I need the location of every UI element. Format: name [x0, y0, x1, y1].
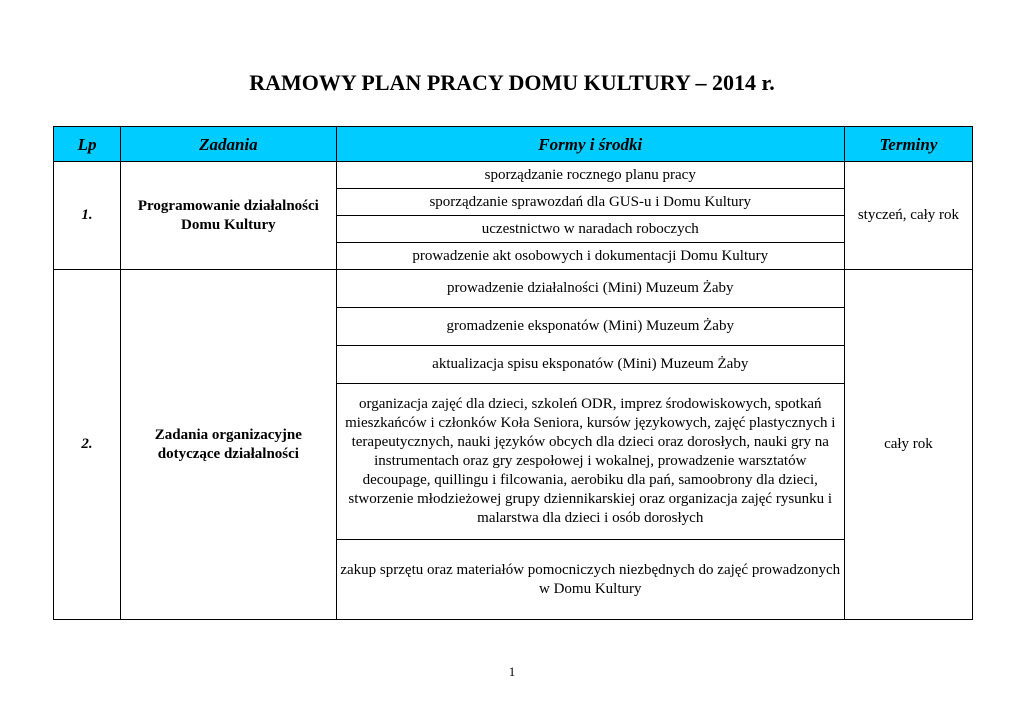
section-2-form-5: zakup sprzętu oraz materiałów pomocniczych niezbędnych do zajęć prowadzonych w Domu Kultury	[336, 540, 844, 620]
section-1-form-2: sporządzanie sprawozdań dla GUS-u i Domu Kultury	[336, 189, 844, 216]
header-formy: Formy i środki	[336, 127, 844, 162]
section-2-form-1: prowadzenie działalności (Mini) Muzeum Żaby	[336, 270, 844, 308]
header-lp: Lp	[54, 127, 121, 162]
table-row	[54, 162, 973, 189]
section-1-lp: 1.	[54, 162, 121, 270]
header-terminy: Terminy	[844, 127, 972, 162]
table-header-row	[54, 127, 973, 162]
section-2-term: cały rok	[844, 270, 972, 620]
section-2-form-4: organizacja zajęć dla dzieci, szkoleń ODR, imprez środowiskowych, spotkań mieszkańców i członków Koła Seniora, kursów językowych, zajęć plastycznych i terapeutycznych, nauki języków obcych dla dzieci oraz dorosłych, nauki gry na instrumentach oraz gry zespołowej i wokalnej, prowadzenie warsztatów decoupage, quillingu i filcowania, aerobiku dla pań, samoobrony dla dzieci, stworzenie młodzieżowej grupy dziennikarskiej oraz organizacja zajęć rysunku i malarstwa dla dzieci i osób dorosłych	[336, 384, 844, 540]
section-1-form-3: uczestnictwo w naradach roboczych	[336, 216, 844, 243]
section-2-form-3: aktualizacja spisu eksponatów (Mini) Muzeum Żaby	[336, 346, 844, 384]
section-1-task: Programowanie działalności Domu Kultury	[121, 162, 337, 270]
document-title: RAMOWY PLAN PRACY DOMU KULTURY – 2014 r.	[249, 70, 775, 95]
section-2-form-2: gromadzenie eksponatów (Mini) Muzeum Żaby	[336, 308, 844, 346]
section-2-lp: 2.	[54, 270, 121, 620]
section-1-term: styczeń, cały rok	[844, 162, 972, 270]
section-1-form-1: sporządzanie rocznego planu pracy	[336, 162, 844, 189]
table-row	[54, 270, 973, 308]
section-1-form-4: prowadzenie akt osobowych i dokumentacji Domu Kultury	[336, 243, 844, 270]
header-zadania: Zadania	[121, 127, 337, 162]
work-plan-table	[53, 126, 973, 620]
page-number: 1	[508, 664, 516, 679]
section-2-task: Zadania organizacyjne dotyczące działalności	[121, 270, 337, 620]
